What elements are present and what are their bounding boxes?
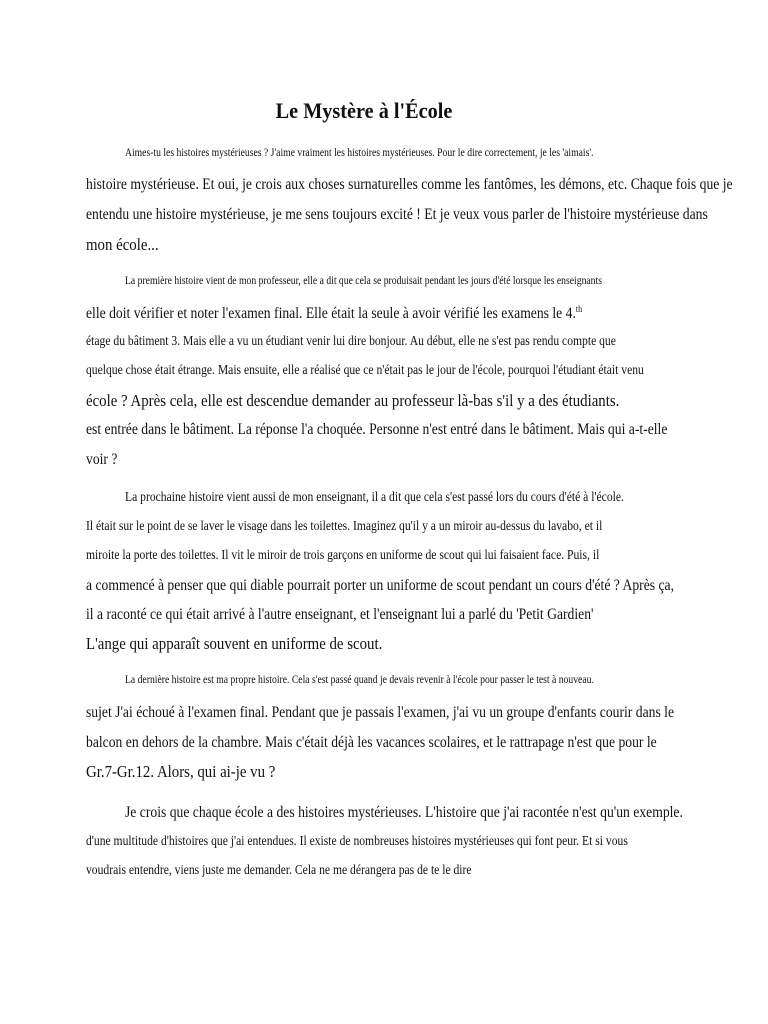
text-line: miroite la porte des toilettes. Il vit le miroir de trois garçons en uniforme de scout qui lui faisaient face. Puis, il bbox=[86, 547, 600, 562]
text-line: mon école... bbox=[86, 235, 159, 254]
text-line: Je crois que chaque école a des histoires mystérieuses. L'histoire que j'ai racontée n'est qu'un exemple. bbox=[125, 804, 683, 821]
document-title: Le Mystère à l'École bbox=[275, 98, 453, 123]
text-line: est entrée dans le bâtiment. La réponse l'a choquée. Personne n'est entré dans le bâtiment. Mais qui a-t-elle bbox=[86, 421, 668, 438]
text-line: La dernière histoire est ma propre histoire. Cela s'est passé quand je devais revenir à l'école pour passer le test à nouveau. bbox=[125, 674, 594, 686]
text-line-content: elle doit vérifier et noter l'examen final. Elle était la seule à avoir vérifié les examens le 4. bbox=[86, 305, 576, 322]
text-line: Il était sur le point de se laver le visage dans les toilettes. Imaginez qu'il y a un miroir au-dessus du lavabo, et il bbox=[86, 518, 603, 533]
text-line: quelque chose était étrange. Mais ensuite, elle a réalisé que ce n'était pas le jour de l'école, pourquoi l'étudiant était venu bbox=[86, 362, 644, 377]
text-line: La première histoire vient de mon professeur, elle a dit que cela se produisait pendant les jours d'été lorsque les enseignants bbox=[125, 275, 602, 287]
text-line: sujet J'ai échoué à l'examen final. Pendant que je passais l'examen, j'ai vu un groupe d'enfants courir dans le bbox=[86, 704, 675, 721]
ordinal-superscript: th bbox=[575, 304, 583, 314]
text-line: histoire mystérieuse. Et oui, je crois aux choses surnaturelles comme les fantômes, les démons, etc. Chaque fois que je bbox=[86, 176, 733, 193]
text-line: il a raconté ce qui était arrivé à l'autre enseignant, et l'enseignant lui a parlé du 'Petit Gardien' bbox=[86, 606, 594, 623]
text-line: Aimes-tu les histoires mystérieuses ? J'aime vraiment les histoires mystérieuses. Pour le dire correctement, je les 'aimais'. bbox=[125, 147, 594, 159]
text-line: La prochaine histoire vient aussi de mon enseignant, il a dit que cela s'est passé lors du cours d'été à l'école. bbox=[125, 489, 624, 504]
text-line: d'une multitude d'histoires que j'ai entendues. Il existe de nombreuses histoires mystérieuses qui font peur. Et si vous bbox=[86, 833, 628, 848]
text-line: Gr.7-Gr.12. Alors, qui ai-je vu ? bbox=[86, 762, 276, 781]
text-line: école ? Après cela, elle est descendue demander au professeur là-bas s'il y a des étudiants. bbox=[86, 391, 620, 410]
text-line bbox=[86, 305, 582, 322]
text-line: voudrais entendre, viens juste me demander. Cela ne me dérangera pas de te le dire bbox=[86, 862, 472, 877]
text-line: voir ? bbox=[86, 451, 118, 468]
text-line: étage du bâtiment 3. Mais elle a vu un étudiant venir lui dire bonjour. Au début, elle ne s'est pas rendu compte que bbox=[86, 333, 616, 348]
text-line: entendu une histoire mystérieuse, je me sens toujours excité ! Et je veux vous parler de l'histoire mystérieuse dans bbox=[86, 206, 708, 223]
text-line: L'ange qui apparaît souvent en uniforme de scout. bbox=[86, 634, 383, 653]
text-line: balcon en dehors de la chambre. Mais c'était déjà les vacances scolaires, et le rattrapage n'est que pour le bbox=[86, 734, 657, 751]
text-line: a commencé à penser que qui diable pourrait porter un uniforme de scout pendant un cours d'été ? Après ça, bbox=[86, 577, 675, 594]
